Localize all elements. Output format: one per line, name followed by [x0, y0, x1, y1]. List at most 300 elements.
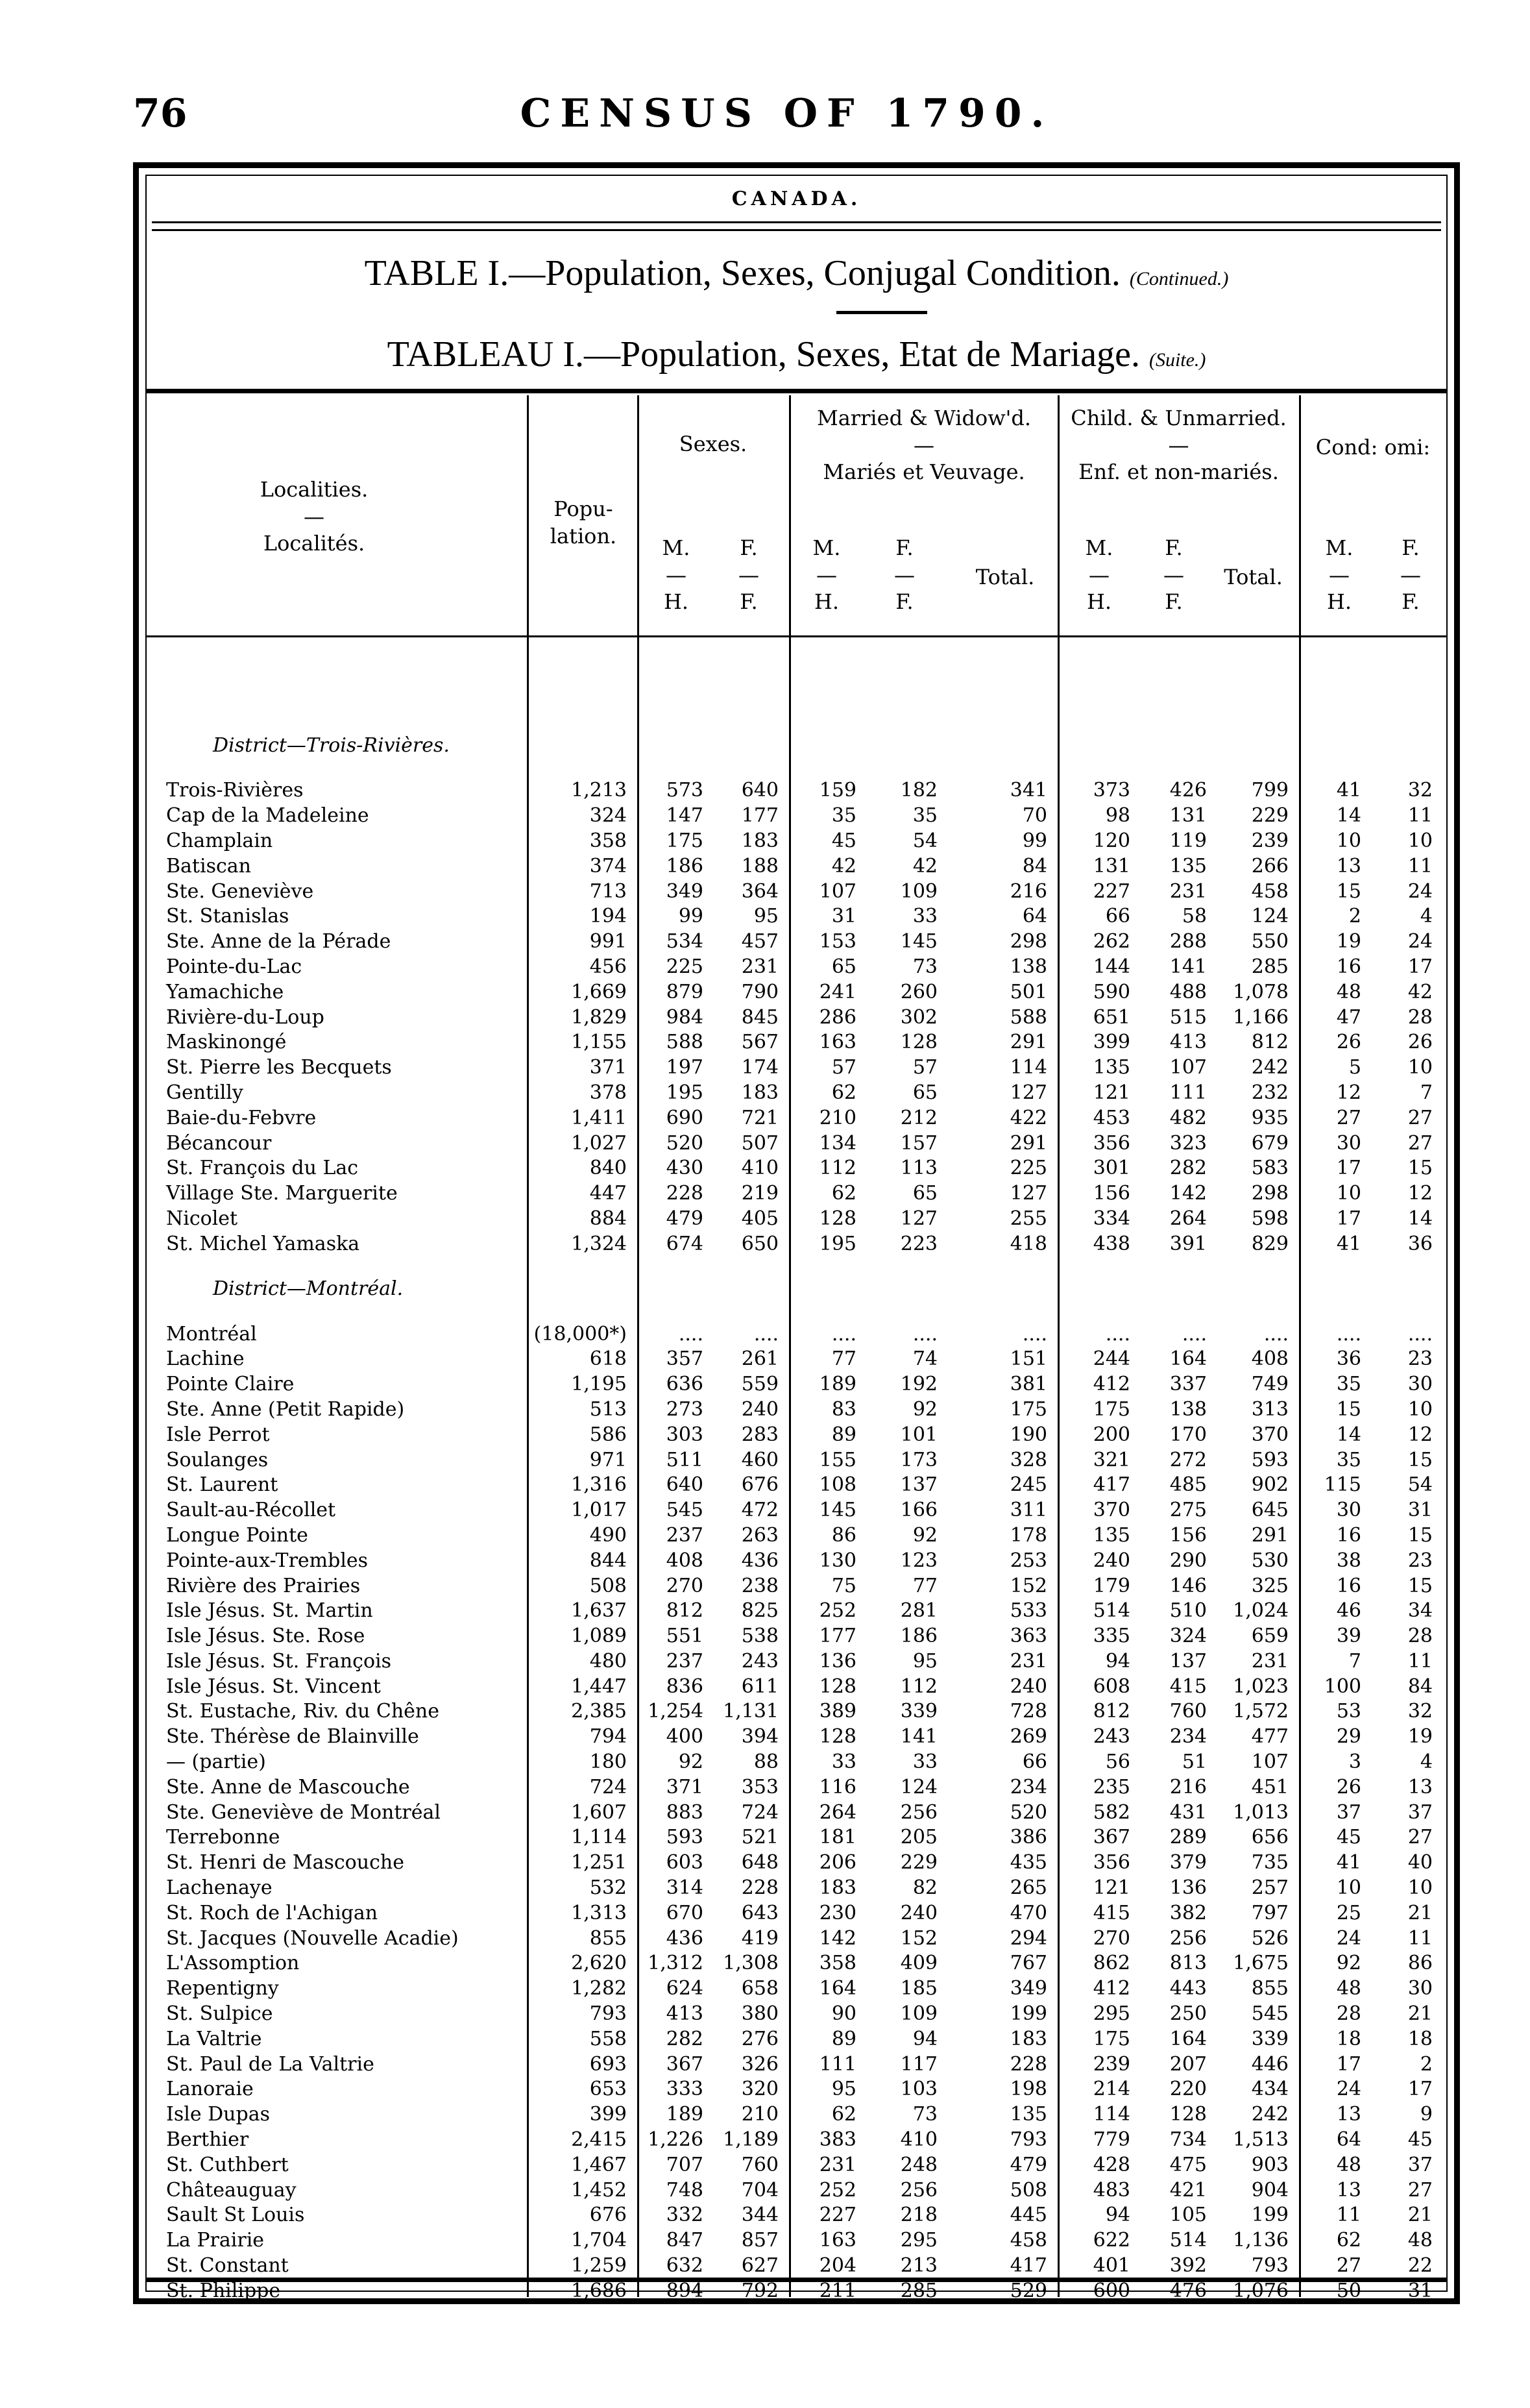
- table-cell: 640: [741, 779, 779, 802]
- table-cell: 434: [1251, 2078, 1289, 2101]
- table-cell: 186: [666, 854, 703, 878]
- table-cell: 124: [900, 1775, 938, 1799]
- table-cell: ....: [831, 1322, 856, 1345]
- locality-name: St. François du Lac: [166, 1157, 359, 1180]
- table-cell: 26: [1407, 1031, 1433, 1054]
- table-cell: 62: [831, 1182, 856, 1205]
- table-cell: 320: [741, 2078, 779, 2101]
- table-cell: 812: [1251, 1031, 1289, 1054]
- table-cell: 212: [900, 1106, 938, 1129]
- table-row: [148, 979, 1442, 1005]
- table-cell: 399: [1093, 1031, 1130, 1054]
- table-cell: 4: [1420, 1751, 1433, 1774]
- table-cell: 244: [1093, 1347, 1130, 1371]
- table-cell: 41: [1336, 1851, 1361, 1874]
- table-cell: 50: [1336, 2279, 1361, 2302]
- table-cell: 183: [819, 1876, 856, 1900]
- table-cell: 263: [741, 1523, 779, 1547]
- table-cell: 35: [1336, 1448, 1361, 1471]
- table-cell: 11: [1407, 1926, 1433, 1950]
- subhead-f: F. — F.: [894, 535, 915, 615]
- locality-name: Champlain: [166, 829, 273, 852]
- table-cell: 282: [666, 2027, 703, 2050]
- table-cell: 559: [741, 1373, 779, 1396]
- table-cell: 829: [1251, 1232, 1289, 1255]
- table-cell: 65: [831, 955, 856, 978]
- locality-name: Gentilly: [166, 1081, 243, 1104]
- table-cell: 285: [1251, 955, 1289, 978]
- table-cell: 400: [666, 1725, 703, 1749]
- table-row: [148, 2152, 1442, 2178]
- table-row: [148, 1825, 1442, 1850]
- subhead-f: F. — F.: [1400, 535, 1421, 615]
- double-rule: [152, 221, 1441, 231]
- table-cell: 31: [1407, 2279, 1433, 2302]
- locality-name: — (partie): [166, 1751, 266, 1774]
- table-cell: 230: [819, 1901, 856, 1924]
- table-cell: 436: [666, 1926, 703, 1950]
- table-cell: 12: [1407, 1182, 1433, 1205]
- table-cell: 1,213: [571, 779, 627, 802]
- table-cell: 1,686: [571, 2279, 627, 2302]
- table-cell: 9: [1420, 2103, 1433, 2126]
- table-cell: 41: [1336, 779, 1361, 802]
- table-row: [148, 829, 1442, 854]
- table-cell: 177: [741, 804, 779, 828]
- table-cell: 624: [666, 1977, 703, 2000]
- locality-name: St. Stanislas: [166, 905, 289, 928]
- table-cell: 1,155: [571, 1031, 627, 1054]
- table-cell: 1,254: [648, 1700, 703, 1723]
- table-cell: 341: [1010, 779, 1047, 802]
- table-cell: 10: [1407, 1876, 1433, 1900]
- table-cell: 794: [589, 1725, 627, 1749]
- table-cell: 243: [1093, 1725, 1130, 1749]
- table-cell: 175: [1010, 1397, 1047, 1421]
- table-cell: 749: [1251, 1373, 1289, 1396]
- table-cell: 145: [819, 1499, 856, 1522]
- table-cell: 477: [1251, 1725, 1289, 1749]
- table-cell: 170: [1169, 1423, 1207, 1446]
- table-cell: 77: [831, 1347, 856, 1371]
- table-cell: 237: [666, 1649, 703, 1673]
- locality-name: Bécancour: [166, 1131, 272, 1155]
- table-cell: 11: [1407, 854, 1433, 878]
- table-cell: 413: [666, 2002, 703, 2026]
- table-cell: 180: [589, 1751, 627, 1774]
- table-cell: 255: [1010, 1207, 1047, 1230]
- page-header: [133, 91, 1440, 149]
- table-row: [148, 1926, 1442, 1951]
- table-cell: 532: [589, 1876, 627, 1900]
- table-cell: 92: [678, 1751, 703, 1774]
- table-cell: 10: [1336, 829, 1361, 852]
- table-cell: 86: [1407, 1952, 1433, 1975]
- table-cell: 793: [589, 2002, 627, 2026]
- table-cell: 1,251: [571, 1851, 627, 1874]
- table-cell: 10: [1336, 1876, 1361, 1900]
- table-row: [148, 1422, 1442, 1447]
- table-cell: 847: [666, 2229, 703, 2252]
- table-cell: 281: [900, 1599, 938, 1623]
- table-cell: 21: [1407, 2204, 1433, 2227]
- table-cell: 107: [819, 879, 856, 903]
- table-cell: 431: [1169, 1800, 1207, 1824]
- table-cell: 656: [1251, 1826, 1289, 1849]
- locality-name: Ste. Anne (Petit Rapide): [166, 1397, 405, 1421]
- table-cell: 128: [900, 1031, 938, 1054]
- table-cell: 1,017: [571, 1499, 627, 1522]
- table-cell: 29: [1336, 1725, 1361, 1749]
- table-row: [148, 2026, 1442, 2052]
- table-cell: 90: [831, 2002, 856, 2026]
- table-row: [148, 1548, 1442, 1573]
- table-cell: 195: [819, 1232, 856, 1255]
- table-cell: 64: [1336, 2128, 1361, 2152]
- table-cell: 183: [741, 1081, 779, 1104]
- table-cell: 311: [1010, 1499, 1047, 1522]
- table-cell: 514: [1093, 1599, 1130, 1623]
- locality-name: Repentigny: [166, 1977, 279, 2000]
- table-cell: 45: [831, 829, 856, 852]
- table-cell: 383: [819, 2128, 856, 2152]
- table-cell: 382: [1169, 1901, 1207, 1924]
- table-cell: 482: [1169, 1106, 1207, 1129]
- table-cell: 182: [900, 779, 938, 802]
- table-cell: 475: [1169, 2153, 1207, 2176]
- table-cell: 530: [1251, 1549, 1289, 1572]
- table-cell: 294: [1010, 1926, 1047, 1950]
- table-cell: 192: [900, 1373, 938, 1396]
- table-row: [148, 955, 1442, 980]
- table-row: [148, 1131, 1442, 1156]
- table-cell: 583: [1251, 1157, 1289, 1180]
- table-title-fr: TABLEAU I.—Population, Sexes, Etat de Mariage. (Suite.): [387, 334, 1206, 375]
- locality-name: Berthier: [166, 2128, 249, 2152]
- table-cell: 812: [1093, 1700, 1130, 1723]
- table-cell: 245: [1010, 1473, 1047, 1497]
- table-cell: ....: [912, 1322, 938, 1345]
- district-name: District—Trois-Rivières.: [213, 734, 450, 757]
- table-cell: 600: [1093, 2279, 1130, 2302]
- table-cell: 26: [1336, 1775, 1361, 1799]
- table-cell: 183: [741, 829, 779, 852]
- table-cell: 27: [1407, 1826, 1433, 1849]
- table-row: [148, 1181, 1442, 1207]
- table-cell: 48: [1336, 2153, 1361, 2176]
- table-title-en: TABLE I.—Population, Sexes, Conjugal Condition. (Continued.): [364, 253, 1229, 293]
- table-cell: 693: [589, 2052, 627, 2076]
- table-cell: 295: [900, 2229, 938, 2252]
- table-cell: ....: [1105, 1322, 1130, 1345]
- table-cell: 371: [589, 1056, 627, 1079]
- table-cell: 109: [900, 2002, 938, 2026]
- table-cell: 227: [819, 2204, 856, 2227]
- table-cell: 10: [1407, 1397, 1433, 1421]
- locality-name: Rivière des Prairies: [166, 1574, 361, 1597]
- locality-name: Lanoraie: [166, 2078, 254, 2101]
- table-cell: 216: [1169, 1775, 1207, 1799]
- table-cell: 508: [1010, 2178, 1047, 2202]
- table-cell: 48: [1407, 2229, 1433, 2252]
- table-cell: 256: [900, 1800, 938, 1824]
- table-cell: 446: [1251, 2052, 1289, 2076]
- table-cell: 144: [1093, 955, 1130, 978]
- table-cell: 155: [819, 1448, 856, 1471]
- subhead-m: M. — H.: [1085, 535, 1113, 615]
- table-cell: 127: [1010, 1081, 1047, 1104]
- locality-name: St. Eustache, Riv. du Chêne: [166, 1700, 439, 1723]
- table-row: [148, 778, 1442, 804]
- table-cell: 177: [819, 1625, 856, 1648]
- table-cell: 16: [1336, 1574, 1361, 1597]
- table-cell: 593: [666, 1826, 703, 1849]
- table-cell: 1,076: [1233, 2279, 1289, 2302]
- table-cell: 22: [1407, 2254, 1433, 2278]
- table-cell: 392: [1169, 2254, 1207, 2278]
- table-cell: 840: [589, 1157, 627, 1180]
- table-cell: 533: [1010, 1599, 1047, 1623]
- table-cell: 451: [1251, 1775, 1289, 1799]
- table-cell: 984: [666, 1005, 703, 1029]
- table-cell: 13: [1336, 2103, 1361, 2126]
- table-row: [148, 2254, 1442, 2279]
- table-cell: 27: [1407, 2178, 1433, 2202]
- table-cell: 229: [900, 1851, 938, 1874]
- locality-name: St. Pierre les Becquets: [166, 1056, 392, 1079]
- table-row: [148, 854, 1442, 879]
- table-row: [148, 1231, 1442, 1257]
- locality-name: St. Roch de l'Achigan: [166, 1901, 378, 1924]
- table-cell: 1,411: [571, 1106, 627, 1129]
- table-cell: 156: [1093, 1182, 1130, 1205]
- table-cell: 24: [1407, 879, 1433, 903]
- table-cell: 225: [666, 955, 703, 978]
- table-cell: 291: [1251, 1523, 1289, 1547]
- table-row: [148, 1005, 1442, 1030]
- table-cell: 790: [741, 980, 779, 1003]
- table-cell: 15: [1407, 1157, 1433, 1180]
- subhead-m: M. — H.: [662, 535, 690, 615]
- table-cell: 175: [1093, 1397, 1130, 1421]
- table-cell: 275: [1169, 1499, 1207, 1522]
- table-cell: 457: [741, 930, 779, 953]
- table-cell: 135: [1093, 1056, 1130, 1079]
- table-cell: 33: [831, 1751, 856, 1774]
- table-cell: 210: [819, 1106, 856, 1129]
- table-cell: 257: [1251, 1876, 1289, 1900]
- locality-name: Isle Jésus. Ste. Rose: [166, 1625, 365, 1648]
- table-cell: 670: [666, 1901, 703, 1924]
- table-row: [148, 1397, 1442, 1423]
- table-cell: 135: [1093, 1523, 1130, 1547]
- table-cell: 971: [589, 1448, 627, 1471]
- table-cell: 1,013: [1233, 1800, 1289, 1824]
- table-cell: 356: [1093, 1851, 1130, 1874]
- table-cell: 264: [1169, 1207, 1207, 1230]
- table-cell: 339: [900, 1700, 938, 1723]
- table-cell: 206: [819, 1851, 856, 1874]
- locality-name: Soulanges: [166, 1448, 269, 1471]
- table-cell: 288: [1169, 930, 1207, 953]
- table-cell: 31: [831, 905, 856, 928]
- table-cell: 210: [741, 2103, 779, 2126]
- population-table: [148, 713, 1442, 2304]
- table-cell: 476: [1169, 2279, 1207, 2302]
- table-cell: 373: [1093, 779, 1130, 802]
- table-cell: 399: [589, 2103, 627, 2126]
- table-cell: 855: [589, 1926, 627, 1950]
- table-cell: 12: [1336, 1081, 1361, 1104]
- table-cell: 48: [1336, 1977, 1361, 2000]
- table-cell: 32: [1407, 779, 1433, 802]
- table-cell: 283: [741, 1423, 779, 1446]
- table-cell: 458: [1010, 2229, 1047, 2252]
- table-cell: 857: [741, 2229, 779, 2252]
- table-row: [148, 1321, 1442, 1347]
- table-cell: 291: [1010, 1031, 1047, 1054]
- header-married: Married & Widow'd. — Mariés et Veuvage.: [816, 406, 1032, 485]
- table-cell: 141: [900, 1725, 938, 1749]
- locality-name: Baie-du-Febvre: [166, 1106, 317, 1129]
- table-cell: ....: [1022, 1322, 1047, 1345]
- locality-name: St. Jacques (Nouvelle Acadie): [166, 1926, 459, 1950]
- table-cell: 123: [900, 1549, 938, 1572]
- locality-name: St. Constant: [166, 2254, 289, 2278]
- table-cell: 289: [1169, 1826, 1207, 1849]
- table-cell: 21: [1407, 2002, 1433, 2026]
- table-cell: 152: [900, 1926, 938, 1950]
- locality-name: Rivière-du-Loup: [166, 1005, 324, 1029]
- table-cell: 28: [1336, 2002, 1361, 2026]
- table-cell: 114: [1093, 2103, 1130, 2126]
- table-cell: 371: [666, 1775, 703, 1799]
- table-cell: 216: [1010, 879, 1047, 903]
- locality-name: Terrebonne: [166, 1826, 280, 1849]
- table-cell: 438: [1093, 1232, 1130, 1255]
- table-cell: 10: [1407, 829, 1433, 852]
- table-cell: 153: [819, 930, 856, 953]
- table-cell: 27: [1336, 2254, 1361, 2278]
- table-cell: 237: [666, 1523, 703, 1547]
- table-cell: 1,189: [723, 2128, 779, 2152]
- table-cell: 812: [666, 1599, 703, 1623]
- table-cell: 573: [666, 779, 703, 802]
- table-cell: 1,078: [1233, 980, 1289, 1003]
- table-cell: 24: [1336, 1926, 1361, 1950]
- table-cell: 273: [666, 1397, 703, 1421]
- table-cell: 58: [1182, 905, 1207, 928]
- table-cell: 119: [1169, 829, 1207, 852]
- table-cell: 2: [1420, 2052, 1433, 2076]
- table-cell: 321: [1093, 1448, 1130, 1471]
- table-cell: 408: [666, 1549, 703, 1572]
- table-cell: ....: [1263, 1322, 1289, 1345]
- table-row: [148, 1447, 1442, 1473]
- subhead-m: M. — H.: [1325, 535, 1354, 615]
- table-cell: 188: [741, 854, 779, 878]
- table-cell: 137: [900, 1473, 938, 1497]
- locality-name: St. Paul de La Valtrie: [166, 2052, 374, 2076]
- table-cell: 17: [1336, 1157, 1361, 1180]
- table-cell: 302: [900, 1005, 938, 1029]
- table-cell: 37: [1336, 1800, 1361, 1824]
- table-row: [148, 2228, 1442, 2254]
- table-cell: 250: [1169, 2002, 1207, 2026]
- table-cell: 588: [666, 1031, 703, 1054]
- table-cell: 136: [1169, 1876, 1207, 1900]
- table-row: [148, 2102, 1442, 2128]
- table-cell: 472: [741, 1499, 779, 1522]
- table-cell: 364: [741, 879, 779, 903]
- table-cell: 23: [1407, 1347, 1433, 1371]
- subhead-total: Total.: [1224, 565, 1283, 589]
- table-cell: 507: [741, 1131, 779, 1155]
- table-row: [148, 1498, 1442, 1523]
- table-cell: 4: [1420, 905, 1433, 928]
- locality-name: St. Philippe: [166, 2279, 281, 2302]
- table-cell: 75: [831, 1574, 856, 1597]
- table-cell: 5: [1348, 1056, 1361, 1079]
- table-cell: 1,166: [1233, 1005, 1289, 1029]
- table-cell: 380: [741, 2002, 779, 2026]
- table-cell: 1,023: [1233, 1675, 1289, 1698]
- table-cell: 15: [1336, 879, 1361, 903]
- table-cell: 74: [912, 1347, 938, 1371]
- table-cell: 37: [1407, 2153, 1433, 2176]
- table-cell: 1,312: [648, 1952, 703, 1975]
- table-cell: 618: [589, 1347, 627, 1371]
- table-cell: 593: [1251, 1448, 1289, 1471]
- subhead-total: Total.: [975, 565, 1035, 589]
- table-cell: 405: [741, 1207, 779, 1230]
- table-cell: 65: [912, 1081, 938, 1104]
- table-cell: 332: [666, 2204, 703, 2227]
- table-cell: 174: [741, 1056, 779, 1079]
- table-cell: 117: [900, 2052, 938, 2076]
- table-cell: ....: [1182, 1322, 1207, 1345]
- table-cell: 234: [1169, 1725, 1207, 1749]
- locality-name: Yamachiche: [166, 980, 284, 1003]
- table-cell: 2,620: [571, 1952, 627, 1975]
- table-cell: 15: [1336, 1397, 1361, 1421]
- table-cell: 220: [1169, 2078, 1207, 2101]
- table-cell: 430: [666, 1157, 703, 1180]
- locality-name: Longue Pointe: [166, 1523, 308, 1547]
- table-cell: 419: [741, 1926, 779, 1950]
- table-row: [148, 1800, 1442, 1825]
- table-cell: 415: [1093, 1901, 1130, 1924]
- table-cell: 15: [1407, 1448, 1433, 1471]
- table-cell: 266: [1251, 854, 1289, 878]
- table-cell: 229: [1251, 804, 1289, 828]
- table-body: [148, 713, 1442, 2304]
- table-cell: 1,669: [571, 980, 627, 1003]
- header-unmarried: Child. & Unmarried. — Enf. et non-mariés.: [1071, 406, 1287, 485]
- table-cell: 435: [1010, 1851, 1047, 1874]
- table-cell: 608: [1093, 1675, 1130, 1698]
- table-cell: 39: [1336, 1625, 1361, 1648]
- table-row: [148, 2178, 1442, 2203]
- table-row: [148, 1900, 1442, 1926]
- table-cell: 1,313: [571, 1901, 627, 1924]
- table-cell: 588: [1010, 1005, 1047, 1029]
- table-cell: 213: [900, 2254, 938, 2278]
- table-cell: 35: [912, 804, 938, 828]
- table-cell: 14: [1336, 1423, 1361, 1446]
- table-cell: 418: [1010, 1232, 1047, 1255]
- table-row: [148, 1347, 1442, 1372]
